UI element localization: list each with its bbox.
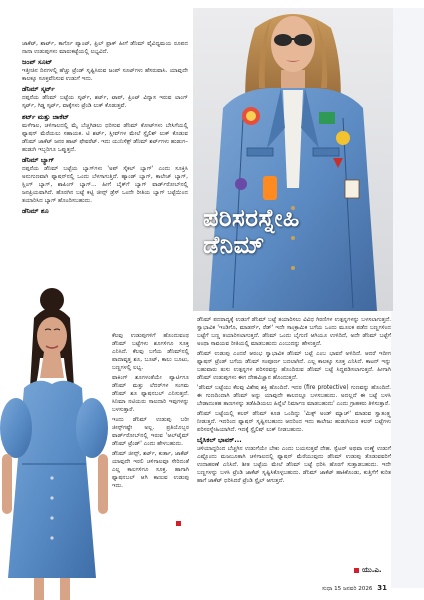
section-heading: ಡೆನಿಮ್ ಬ್ಯಾಗ್ [22, 155, 55, 164]
paragraph: ಡೆನಿಮ್ ಜೀನ್ಸ್, ಶರ್ಟ್, ಕುರ್ತಾ, ಜಾಕೆಟ್ ಯಾವುದೇ ಇರಲಿ ಚಳಿಗಾಲವೂ ಸೇರಿದಂತೆ ಎಲ್ಲ ಕಾಲಗಳಿಗೂ ಸೂಕ್ತ. ಹಾಗಾಗಿ ಫ್ಯಾಷನಬಲ್ ಆಗಿ ಕಾಣುವ ಉಡುಪು ಇದು. [112, 450, 189, 490]
paragraph: ಡೆನಿಮ್ ಉಡುಪು ಎಂದರೆ ಆರಂಭ ಸ್ವಾಭಾವಿಕ ಡೆನಿಮ್ ಬಟ್ಟೆ ಎಂಬ ಭಾವನೆ ಅಳಿದಿದೆ. ಆದರೆ ಇದೀಗ ಫ್ಯಾಷನ್ ಟ್ರೆಂಡ್ ಬಗೆಯ ಡೆನಿಮ್ ಸಂಪೂರ್ಣ ಬದಲಾಗಿದೆ. ಎಲ್ಲ ಕಾಲಕ್ಕೂ ಸೂಕ್ತ ಎನಿಸಿದೆ. ಕಾಟನ್ ಇನ್ನು ಬಹುವಾರು ತುಸು ಉತ್ಪನ್ನಗಳ ಪರಿಸರವನ್ನು ಹೊಂದಿರುವ ಡೆನಿಮ್ ಬಟ್ಟೆ ಸಿದ್ಧಪಡಿಸಲಾಗುತ್ತದೆ. ಹೀಗಾಗಿ ಡೆನಿಮ್ ಉಡುಪುಗಳು ಈಗ ದೇಹವಿಜ್ಞಾನ ಹೊಂದುತ್ತದೆ. [197, 350, 391, 382]
paragraph: ಇಂದು ಡೆನಿಮ್ ಉಡುಪು ಬರೀ ಜೀನ್ಸ್‌ಗಷ್ಟೇ ಅಲ್ಲ. ಪ್ರತಿಯೊಬ್ಬರ ವಾರ್ಡ್‌ರೋಬ್‌ನಲ್ಲಿ ಇರುವ 'ಆಲ್‌ಟೈಮ್ ಡೆನಿಮ್ ಟ್ರೆಂಡ್' ಎಂದು ಹೇಳಬಹುದು. [112, 416, 189, 448]
section-heading: ಜಂಪ್ ಸೂಟ್ [22, 58, 53, 67]
issue-date: ಸುಧಾ 15 ಜನವರಿ 2026 [322, 586, 373, 592]
left-text-column [22, 40, 188, 216]
paragraph: ಡೆನಿಮ್ ಪದರಾದ್ಯಕ್ಕೆ ಉಡುಗೆ ಡೆನಿಮ್ ಬಟ್ಟೆ ತಯಾರಿಸಲು ವಿವಿಧ ಗಿರಣಿಗಳ ಉತ್ಪನ್ನಗಳನ್ನು ಬಳಸಲಾಗುತ್ತದೆ. ಸ್ವಾಭಾವಿಕ 'ಇಂಡಿಗೊ, ಮಾಡರ್ನ್, ರೆಡ್' ಇದೇ ಸಾಂಕ್ರಾಮಿಕ ಬಗೆಯ ಒಂದು ಮೂಲಕ ಪಡೆದ ಬಣ್ಣಗಳಿಂದ ಬಟ್ಟೆಗೆ ಬಣ್ಣ ತಯಾರಿಸಲಾಗುತ್ತದೆ. ಡೆನಿಮ್ ಒಂದು ಬೈಗುಣಿ ಆಗಿಯೂ ಉಳಿದಿದೆ, ಅದೇ ಡೆನಿಮ್ ಬಟ್ಟೆಗೆ ಅಂಥಾ ಸಾವಯವ ರೀತಿಯಲ್ಲಿ ಮಾಡಬಹುದು ಎಂಬುದನ್ನು ಹೇಳುತ್ತದೆ. [197, 317, 391, 348]
paragraph: ಚಳಿಯಾದ್ದರಿಂದ ಬೆಚ್ಚಗಿನ ಉಡುಗೆಯೇ ಬೇಕು ಎಂದು ಬಯಸುತ್ತವೆ ದೇಹ. ಸ್ವೆಟರ್ ಅಥವಾ ಉಣ್ಣೆ ಉಡುಗೆ ಎಷ್ಟೊಂದು ಮಜಬೂತಾಗಿ ಚಳಿಗಾಲದಲ್ಲಿ ಫ್ಯಾಷನ್ ಮೆರೆಯುವುದು ಡೆನಿಮ್ ಉಡುಪು ತೊಡುವವರಿಗೆ ಉದಾಹರಣೆ ಎನಿಸಿದೆ. ಶೀತ ಬಟ್ಟೆಯ ಮೇಲೆ ಡೆನಿಮ್ ಬಟ್ಟೆ ಧರಿಸಿ ಹೊರಗೆ ಸುತ್ತಾಡಬಹುದು. ಇದೇ ಬಣ್ಣಗಳನ್ನು ಬಳಸಿ ಟ್ರೆಂಡಿ ಜಾಕೆಟ್ ಸೃಷ್ಟಿಸಿಕೊಳ್ಳಬಹುದು. ಡೆನಿಮ್ ಜಾಕೆಟ್ ಹಾಕಿಕೊಂಡು, ಕುತ್ತಿಗೆಗೆ ಕುರಿತ ಹಾಗೆ ಜಾಕೆಟ್ ಧರಿಸಿದರೆ ಟ್ರೆಂಡಿ ಸ್ಟೈಲ್ ಆಗುತ್ತದೆ. [197, 445, 391, 485]
paragraph: ಮಳೆಗಾಲ, ಚಳಿಗಾಲದಲ್ಲಿ ಮೈ ಬೆಚ್ಚಗಿಡಲು ಧರಿಸುವ ಡೆನಿಮ್ ಕೋಟ್‌ಗಳು ಬೇಸಿಗೆಯಲ್ಲಿ ಫ್ಯಾಷನ್ ಮೆರೆಯಲು ಸಹಾಯಕ. ಟಿ ಶರ್ಟ್, ಸ್ಲೀವ್‌ಗಳ ಮೇಲೆ ಸ್ಟೈಲಿಶ್ ಲುಕ್ ಕೊಡುವ ಡೆನಿಮ್ ಜಾಕೆಟ್ ಜನರ ಹಾಟ್ ಫೇವರೆಟ್. ಇದು ಯುನಿಸೆಕ್ಸ್ ಡೆನಿಮ್ ಶರ್ಟ್‌ಗಳು ಹುಡುಗ–ಹುಡುಗಿ ಇಬ್ಬರಿಗೂ ಒಪ್ಪುತ್ತದೆ. [22, 122, 188, 153]
paragraph: 'ಡೆನಿಮ್ ಬಟ್ಟೆಯು ಕೆಲವು ವಿಶೇಷ ಶಕ್ತಿ ಹೊಂದಿದೆ. ಇದರ (fire protective) ಗುಣವನ್ನು ಹೊಂದಿದೆ. ಈ ಗುಣದಿಂದಾಗಿ ಡೆನಿಮ್ ಅನ್ನು ಯಾವುದೇ ಕಾಲದಲ್ಲೂ ಬಳಸಬಹುದು. ಅದಲ್ಲದೆ ಈ ಬಟ್ಟೆ ಬಳಸಿ ಬೇಡಾದಂತಹ ತಾಣಗಳನ್ನು ತಡೆಹಿಡಿಯಲು ಹಿನ್ನೆಲೆ ನಿರ್ಮಾಣ ಮಾಡಬಹುದು' ಎಂದು ಗ್ರಾಹಕರು ತಿಳಿಸುತ್ತಾರೆ. [197, 384, 391, 407]
paragraph: ದಪ್ಪನೆಯ ಡೆನಿಮ್ ಬಟ್ಟೆಯ ಸ್ಕರ್ಟ್, ಶರ್ಟ್, ಟಾಪ್, ಪ್ರಿಂಟ್ ವಿನ್ಯಾಸ ಇರುವ ಲಾಂಗ್ ಸ್ಕರ್ಟ್, ಗಿಡ್ಡ ಸ್ಕರ್ಟ್, ವಾಕ್ಕೆಗಳು ಟ್ರೆಂಡಿ ಲುಕ್ ಕೊಡುತ್ತವೆ. [22, 95, 188, 110]
byline-text: ಯು.ಎ. [362, 566, 382, 574]
byline [354, 566, 382, 575]
page-edge-stripe [391, 8, 424, 588]
page-footer [322, 584, 387, 593]
section-heading: ಡೆನಿಮ್ ಸ್ಕರ್ಟ್ [22, 85, 55, 94]
paragraph: ಕೆಲವು ಉಡುಪುಗಳಿಗೆ ಹೊಂದುವಂಥ ಡೆನಿಮ್ ಬಟ್ಟೆಗಳು ಶೂಗಳಿಗೂ ಸೂಕ್ತ ಎನಿಸಿದೆ. ಕೆಲವು ಬಗೆಯ ಡೆನಿಮ್‌ನಲ್ಲಿ ಪಾದಾವೃತ್ತ ಶೂ, ಬೂಟ್, ಕಾಲು ಬೂಟು, ಬಣ್ಣಗಳಲ್ಲಿ ಲಭ್ಯ. [112, 333, 189, 372]
article-title-line1: ಪರಿಸರಸ್ನೇಹಿ [203, 204, 300, 232]
denim-dress-photo [0, 278, 112, 600]
page-number: 31 [377, 584, 387, 592]
section-heading: ಡೆನಿಮ್ ಶೂ [22, 207, 49, 216]
article-title-line2: ಡೆನಿಮ್ [203, 231, 265, 259]
paragraph: ದಪ್ಪನೆಯ ಡೆನಿಮ್ ಬಟ್ಟೆಯ ಬ್ಯಾಗ್‌ಗಳು 'ಅಪ್ ಸೈಕಲ್ ಬ್ಯಾಗ್' ಎಂದು ಸೂಕ್ತಿಸಿ ಅನುಗುಣವಾಗಿ ಫ್ಯಾಷನ್‌ನಲ್ಲಿ ಒಂದು ಬೆಳಗಾಗುತ್ತಿದೆ. ಹ್ಯಾಂಡ್ ಬ್ಯಾಗ್, ಕಾಲೇಜ್ ಬ್ಯಾಗ್, ಸ್ಲಿಂಗ್ ಬ್ಯಾಗ್, ಶಾಪಿಂಗ್ ಬ್ಯಾಗ್... ಹೀಗೆ ಬೈಕ್‌ಗೆ ಬ್ಯಾಗ್ ವಾರ್ಡ್‌ರೋಬ್‌ನಲ್ಲಿ ಜನಪ್ರಿಯವಾಗಿದೆ. ಹೊರಗಿನ ಬಟ್ಟೆ ಕಟ್ಟಿ ಜೀನ್ಸ್ ಡ್ರೆಸ್ ಒಂದೇ ರೀತಿಯ ಬ್ಯಾಗ್ ಬಟ್ಟೆಯಿಂದ ತಯಾರಿಸಿದ ಬ್ಯಾಗ್ ಹೊಂದಿಸಬಹುದು. [22, 165, 188, 205]
denim-jacket-illustration [193, 8, 393, 311]
article-title [203, 205, 300, 259]
section-heading: ಶರ್ಟ್ ಮತ್ತು ಜಾಕೆಟ್ [22, 112, 69, 121]
paragraph: ವಾಕಿಂಗ್ ಶೂಗಳಂತೆಯೇ ಪ್ಯಾರ್ಟಿಗೂ ಡೆನಿಮ್ ಮತ್ತು ಲೆದರ್‌ಗಳ ಸಂಗಮ ಡೆನಿಮ್ ಶೂ ಫ್ಯಾಷನಬಲ್ ಎನಿಸುತ್ತದೆ. ಸಿನಿಮಾ ನಟಿಯರು ಸಾಲದಾರಿ ಇವುಗಳನ್ನು ಬಳಸುತ್ತಾರೆ. [112, 374, 189, 414]
byline-mark [354, 568, 359, 573]
denim-jacket-photo [193, 8, 393, 311]
wrap-text-column [112, 332, 189, 492]
section-heading: ಬೈಸಿಕಲ್ ಭಾವಕ್... [197, 435, 242, 444]
right-text-column [197, 316, 391, 487]
paragraph: ಜಾಕೆಟ್, ಶಾರ್ಟ್, ಕಾರ್ಗೊ ಪ್ಯಾಂಟ್, ಫ್ರಿಲ್ ಫ್ರಾಕ್ ಹೀಗೆ ಡೆನಿಮ್ ವೈವಿಧ್ಯಮಯ ರೂಪದ ನಾನಾ ಉಡುಪುಗಳು ಮಾರುಕಟ್ಟೆಯಲ್ಲಿ ಲಭ್ಯವಿದೆ. [22, 41, 188, 56]
paragraph: ಇತ್ತೀಚಿನ ದಿನಗಳಲ್ಲಿ ಹೆಚ್ಚು ಟ್ರೆಂಡ್ ಸೃಷ್ಟಿಸಿರುವ ಜಂಪ್ ಸೂಟ್‌ಗಳು ಹೆಸರುವಾಸಿ. ಯಾವುದೇ ಕಾಲಕ್ಕೂ ಸೂಕ್ತವೆನಿಸುವ ಉಡುಗೆ ಇದು. [22, 68, 188, 83]
paragraph: ಡೆನಿಮ್ ಬಟ್ಟೆಯಲ್ಲಿ ಕಲರ್ ಡೆನಿಮ್ ಕೂಡ ಒಂದಿದ್ದು 'ಮಿಕ್ಸ್ ಅಂಡ್ ಮ್ಯಾಚ್' ಮಾಡುವ ಸ್ವಾತಂತ್ರ್ಯ ನೀಡುತ್ತದೆ. ಇದರಿಂದ ಫ್ಯಾಷನ್ ಸೃಷ್ಟಿಸಬಹುದು ಆದರಿಂದ ಇದು ಕಾಲೇಜು ಹುಡುಗಿಯರ ಕಲರ್ ಬಟ್ಟೆಗಳು ಪರಿಸರಸ್ನೇಹಿಯಾಗಿದೆ. ಇದಕ್ಕೆ ಸ್ಟೈಲಿಷ್ ಲುಕ್ ನೀಡಬಹುದು. [197, 410, 391, 433]
denim-dress-illustration [0, 278, 112, 600]
end-of-section-mark [176, 521, 181, 526]
